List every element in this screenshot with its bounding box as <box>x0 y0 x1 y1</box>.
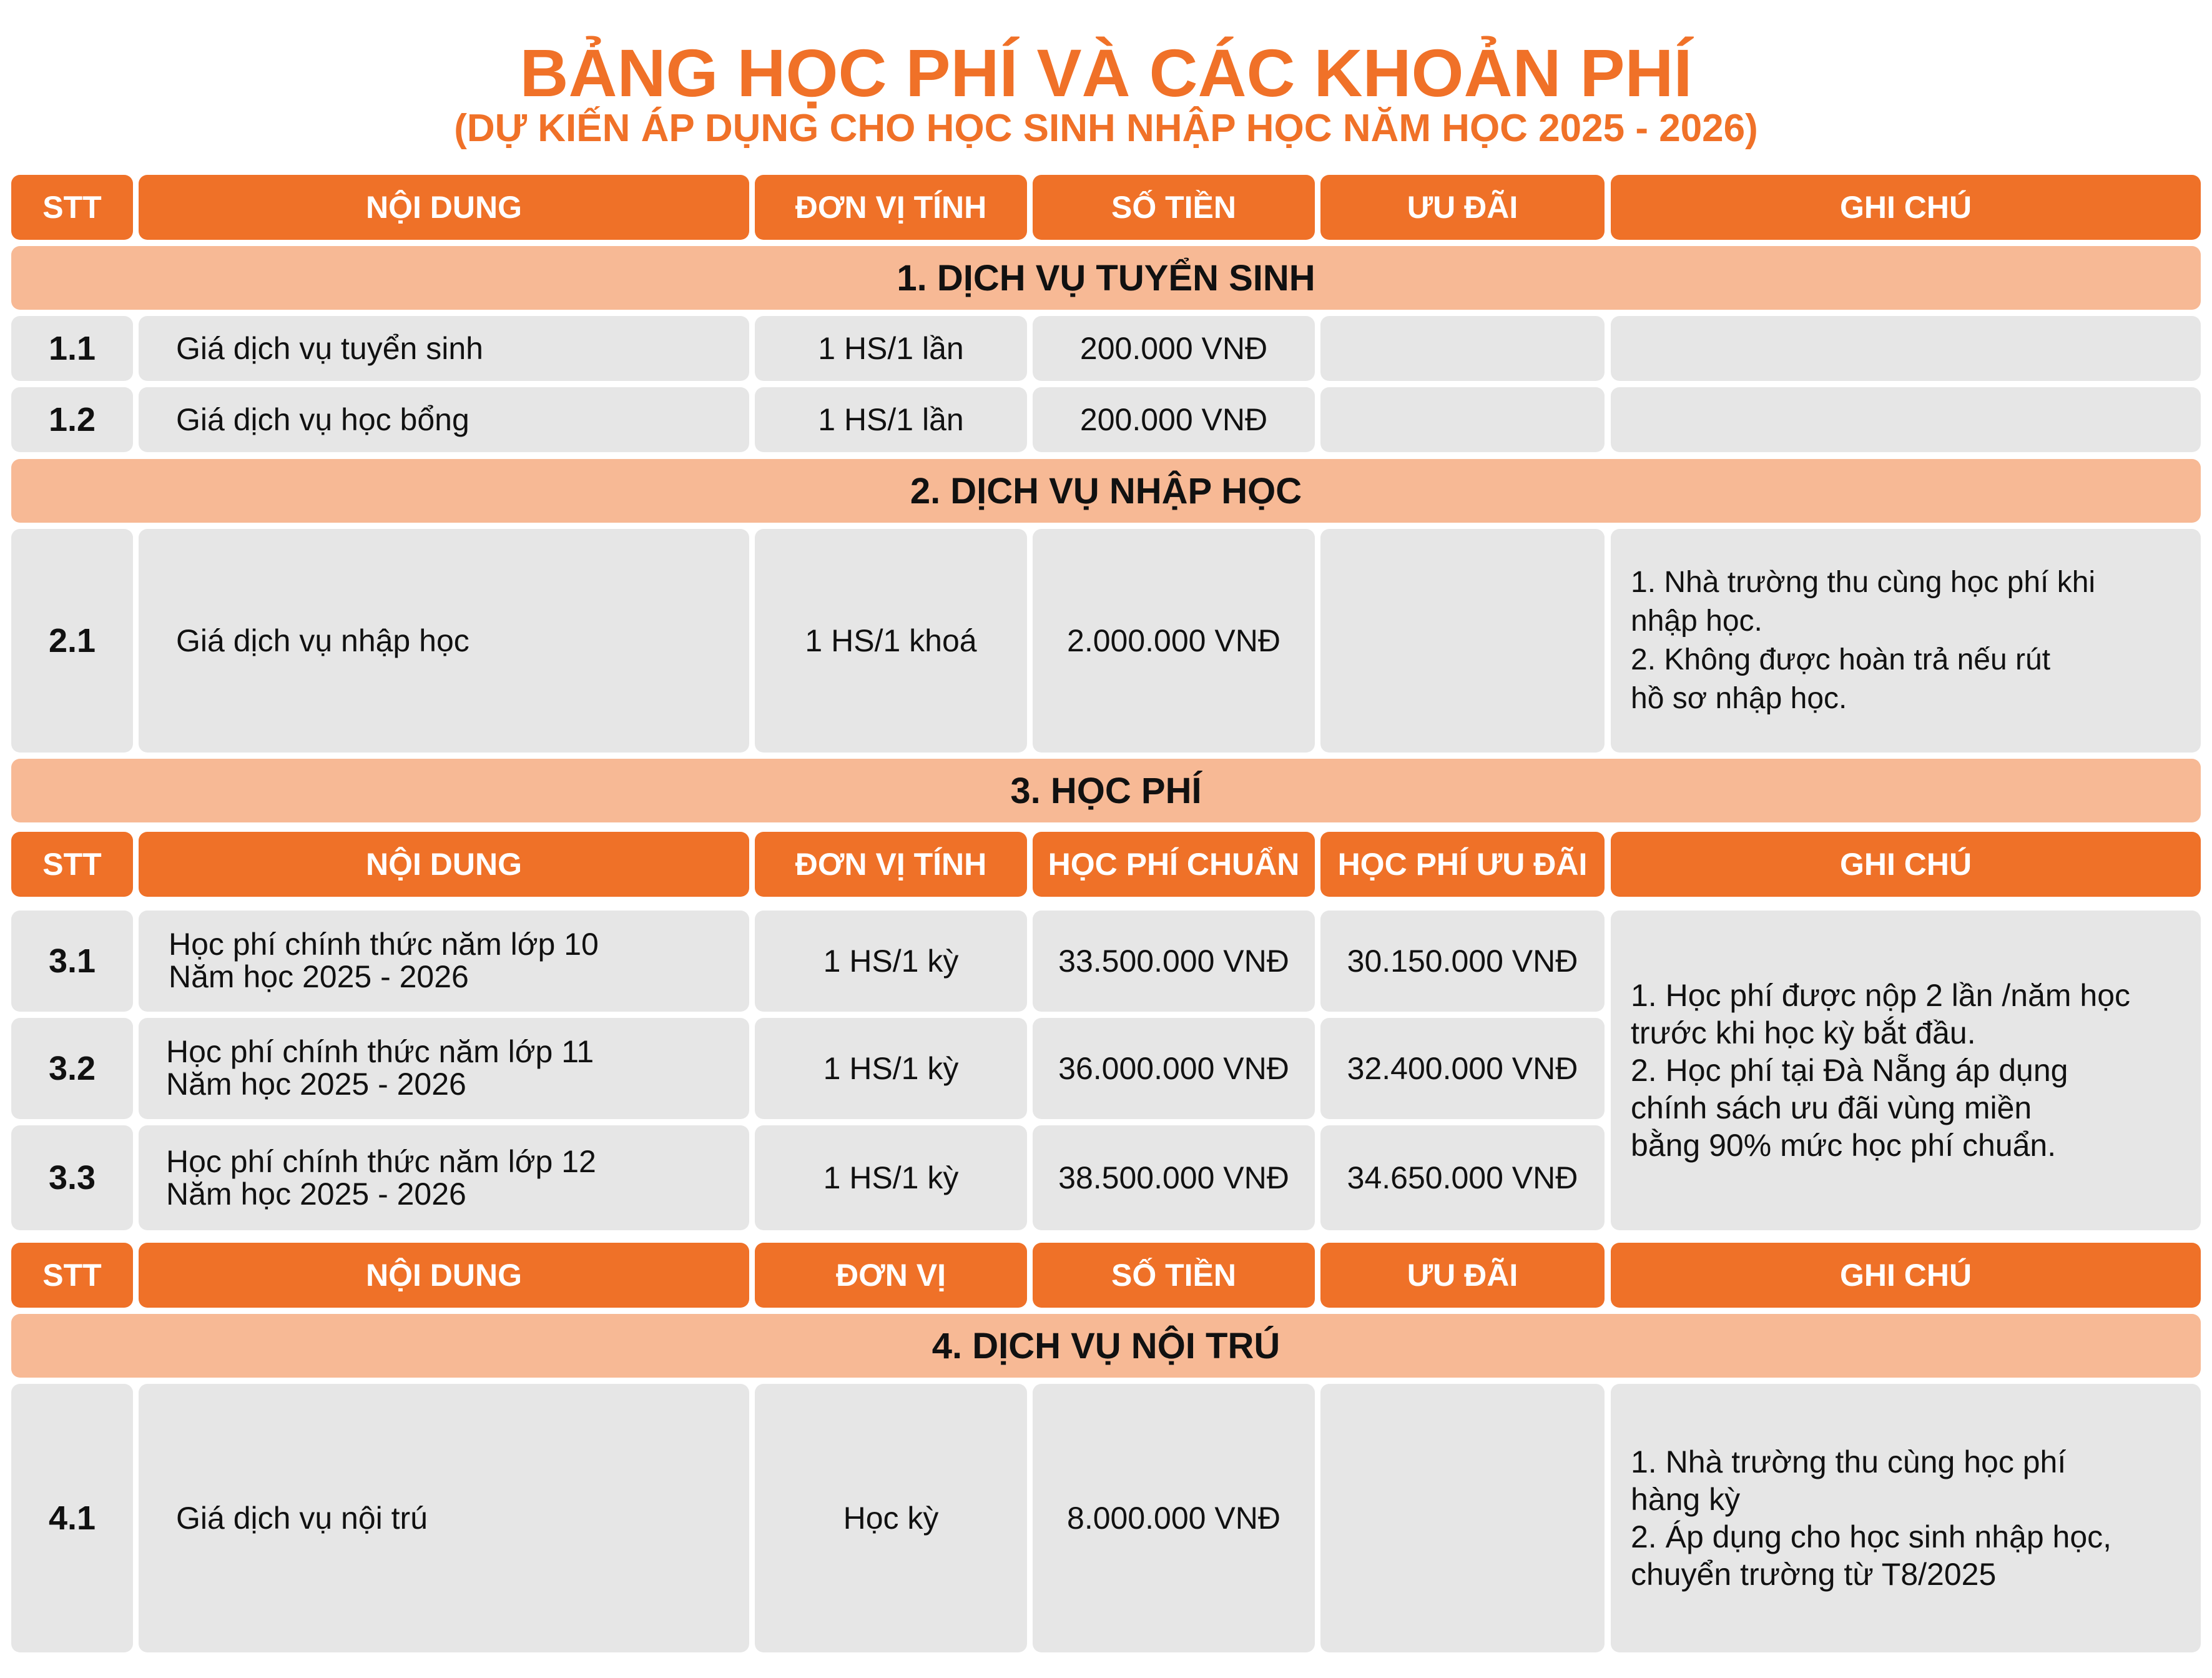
header-unit: ĐƠN VỊ TÍNH <box>755 832 1027 897</box>
note-line: chuyển trường từ T8/2025 <box>1631 1557 1997 1592</box>
content-line: Năm học 2025 - 2026 <box>166 1067 466 1102</box>
header-note: GHI CHÚ <box>1611 175 2201 240</box>
note-line: 1. Nhà trường thu cùng học phí <box>1631 1444 2067 1479</box>
row-content: Giá dịch vụ nhập học <box>139 529 749 753</box>
header-unit: ĐƠN VỊ TÍNH <box>755 175 1027 240</box>
row-stt: 2.1 <box>11 529 133 753</box>
note-line: 1. Nhà trường thu cùng học phí khi <box>1631 566 2096 599</box>
row-discount <box>1320 1384 1605 1652</box>
row-amount: 200.000 VNĐ <box>1033 316 1315 381</box>
row-stt: 3.3 <box>11 1125 133 1230</box>
section-title-admission: 1. DỊCH VỤ TUYỂN SINH <box>11 246 2201 310</box>
header-content: NỘI DUNG <box>139 175 749 240</box>
row-unit: 1 HS/1 kỳ <box>755 1125 1027 1230</box>
note-line: chính sách ưu đãi vùng miền <box>1631 1090 2032 1125</box>
header-amount: SỐ TIỀN <box>1033 175 1315 240</box>
row-stt: 4.1 <box>11 1384 133 1652</box>
header-amount: SỐ TIỀN <box>1033 1243 1315 1308</box>
row-amount: 8.000.000 VNĐ <box>1033 1384 1315 1652</box>
header-note: GHI CHÚ <box>1611 832 2201 897</box>
header-discounted-fee: HỌC PHÍ ƯU ĐÃI <box>1320 832 1605 897</box>
row-standard-fee: 33.500.000 VNĐ <box>1033 911 1315 1012</box>
row-content <box>139 1018 749 1119</box>
row-unit: 1 HS/1 kỳ <box>755 1018 1027 1119</box>
row-discount <box>1320 316 1605 381</box>
row-discount <box>1320 387 1605 452</box>
section-title-boarding: 4. DỊCH VỤ NỘI TRÚ <box>11 1314 2201 1378</box>
row-note <box>1611 387 2201 452</box>
row-note <box>1611 316 2201 381</box>
content-line: Học phí chính thức năm lớp 12 <box>166 1144 596 1179</box>
header-note: GHI CHÚ <box>1611 1243 2201 1308</box>
row-discounted-fee: 32.400.000 VNĐ <box>1320 1018 1605 1119</box>
row-content: Giá dịch vụ nội trú <box>139 1384 749 1652</box>
content-line: Học phí chính thức năm lớp 10 <box>169 927 599 962</box>
note-line: hàng kỳ <box>1631 1482 1741 1517</box>
page-subtitle: (DỰ KIẾN ÁP DỤNG CHO HỌC SINH NHẬP HỌC NĂM HỌC 2025 - 2026) <box>454 107 1758 150</box>
header-unit: ĐƠN VỊ <box>755 1243 1027 1308</box>
row-unit: 1 HS/1 khoá <box>755 529 1027 753</box>
header-stt: STT <box>11 175 133 240</box>
note-line: 2. Học phí tại Đà Nẵng áp dụng <box>1631 1053 2068 1088</box>
note-line: 1. Học phí được nộp 2 lần /năm học <box>1631 978 2131 1013</box>
header-standard-fee: HỌC PHÍ CHUẨN <box>1033 832 1315 897</box>
header-stt: STT <box>11 1243 133 1308</box>
row-discounted-fee: 30.150.000 VNĐ <box>1320 911 1605 1012</box>
note-line: 2. Áp dụng cho học sinh nhập học, <box>1631 1519 2112 1554</box>
content-line: Học phí chính thức năm lớp 11 <box>166 1034 594 1069</box>
row-stt: 3.1 <box>11 911 133 1012</box>
row-unit: Học kỳ <box>755 1384 1027 1652</box>
page-title: BẢNG HỌC PHÍ VÀ CÁC KHOẢN PHÍ <box>519 35 1693 111</box>
row-standard-fee: 38.500.000 VNĐ <box>1033 1125 1315 1230</box>
row-amount: 200.000 VNĐ <box>1033 387 1315 452</box>
row-content <box>139 1125 749 1230</box>
note-line: bằng 90% mức học phí chuẩn. <box>1631 1128 2057 1163</box>
header-content: NỘI DUNG <box>139 832 749 897</box>
row-discounted-fee: 34.650.000 VNĐ <box>1320 1125 1605 1230</box>
row-stt: 1.1 <box>11 316 133 381</box>
row-unit: 1 HS/1 lần <box>755 387 1027 452</box>
row-amount: 2.000.000 VNĐ <box>1033 529 1315 753</box>
tuition-note <box>1611 911 2201 1230</box>
header-discount: ƯU ĐÃI <box>1320 175 1605 240</box>
row-content <box>139 911 749 1012</box>
header-content: NỘI DUNG <box>139 1243 749 1308</box>
row-stt: 3.2 <box>11 1018 133 1119</box>
row-note <box>1611 529 2201 753</box>
row-content: Giá dịch vụ tuyển sinh <box>139 316 749 381</box>
note-line: trước khi học kỳ bắt đầu. <box>1631 1015 1976 1050</box>
content-line: Năm học 2025 - 2026 <box>166 1177 466 1212</box>
row-note <box>1611 1384 2201 1652</box>
row-unit: 1 HS/1 kỳ <box>755 911 1027 1012</box>
section-title-tuition: 3. HỌC PHÍ <box>11 759 2201 822</box>
row-stt: 1.2 <box>11 387 133 452</box>
note-line: nhập học. <box>1631 605 1762 638</box>
section-title-enrollment: 2. DỊCH VỤ NHẬP HỌC <box>11 459 2201 523</box>
content-line: Năm học 2025 - 2026 <box>169 959 469 994</box>
note-line: 2. Không được hoàn trả nếu rút <box>1631 643 2051 676</box>
note-line: hồ sơ nhập học. <box>1631 682 1847 715</box>
row-content: Giá dịch vụ học bổng <box>139 387 749 452</box>
row-standard-fee: 36.000.000 VNĐ <box>1033 1018 1315 1119</box>
row-unit: 1 HS/1 lần <box>755 316 1027 381</box>
header-stt: STT <box>11 832 133 897</box>
header-discount: ƯU ĐÃI <box>1320 1243 1605 1308</box>
row-discount <box>1320 529 1605 753</box>
